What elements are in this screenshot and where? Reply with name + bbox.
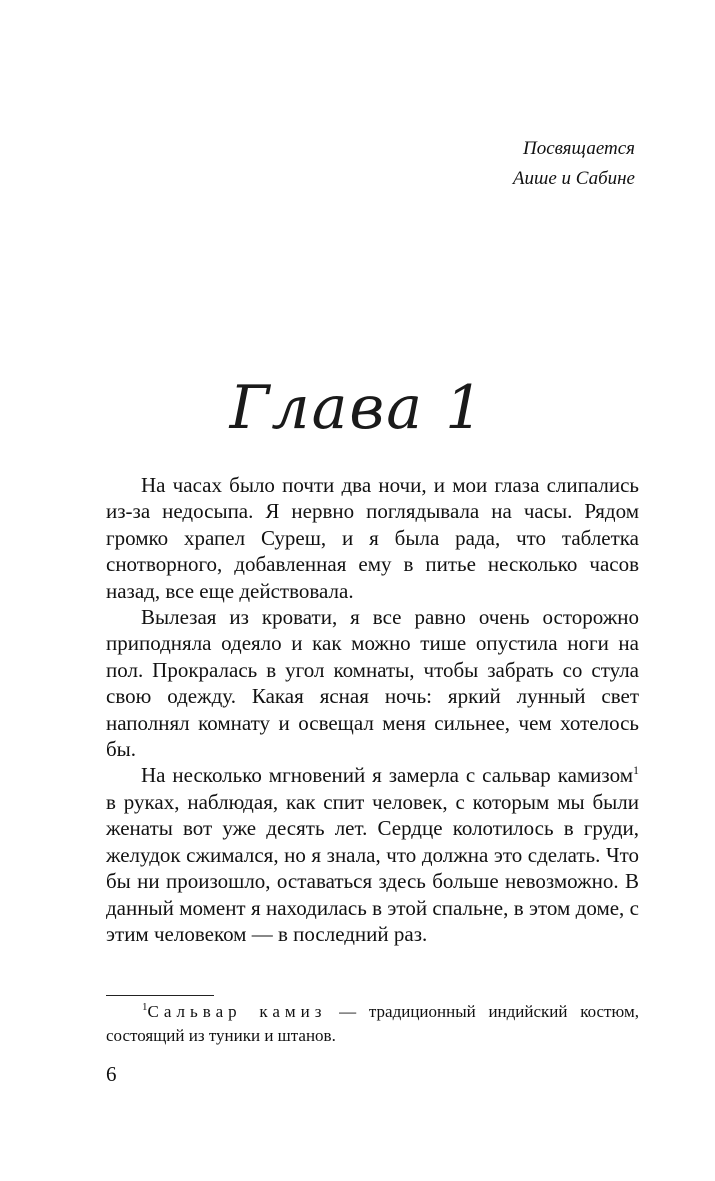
chapter-title: Глава 1 <box>229 373 486 443</box>
paragraph-3-end: в руках, наблюдая, как спит человек, с которым мы были женаты вот уже десять лет. Сердце колотилось в груди, желудок сжимался, но я знала, что должна это сделать. Что бы ни произошло, оставаться здесь больше невозможно. В данный момент я находилась в этой спальне, в этом доме, с этим человеком — в последний раз. <box>106 789 639 946</box>
paragraph-1: На часах было почти два ночи, и мои глаза слипались из-за недосыпа. Я нервно поглядывала на часы. Рядом громко храпел Суреш, и я была рада, что таблетка снотворного, добавленная ему в питье несколько часов назад, все еще действовала. <box>106 473 639 603</box>
footnote-definition: — традиционный индийский костюм, состоящий из туники и штанов. <box>106 1002 639 1045</box>
footnote-divider <box>106 995 214 996</box>
dedication-line-1: Посвящается <box>523 138 635 159</box>
footnote-term: Сальвар камиз <box>147 1002 327 1021</box>
dedication-line-2: Аише и Сабине <box>512 168 635 189</box>
footnote-text <box>106 1000 639 1048</box>
dedication <box>513 134 635 194</box>
chapter-body <box>106 472 639 947</box>
paragraph-3-start: На несколько мгновений я замерла с сальвар камизом <box>141 763 633 788</box>
page-number: 6 <box>106 1062 117 1086</box>
paragraph-2: Вылезая из кровати, я все равно очень осторожно приподняла одеяло и как можно тише опустила ноги на пол. Прокралась в угол комнаты, чтобы забрать со стула свою одежду. Какая ясная ночь: яркий лунный свет наполнял комнату и освещал меня сильнее, чем хотелось бы. <box>106 605 639 762</box>
footnote-marker: 1 <box>633 763 639 778</box>
footnote <box>106 1000 639 1048</box>
paragraph-3 <box>106 762 639 947</box>
footnote-number: 1 <box>142 1001 148 1013</box>
